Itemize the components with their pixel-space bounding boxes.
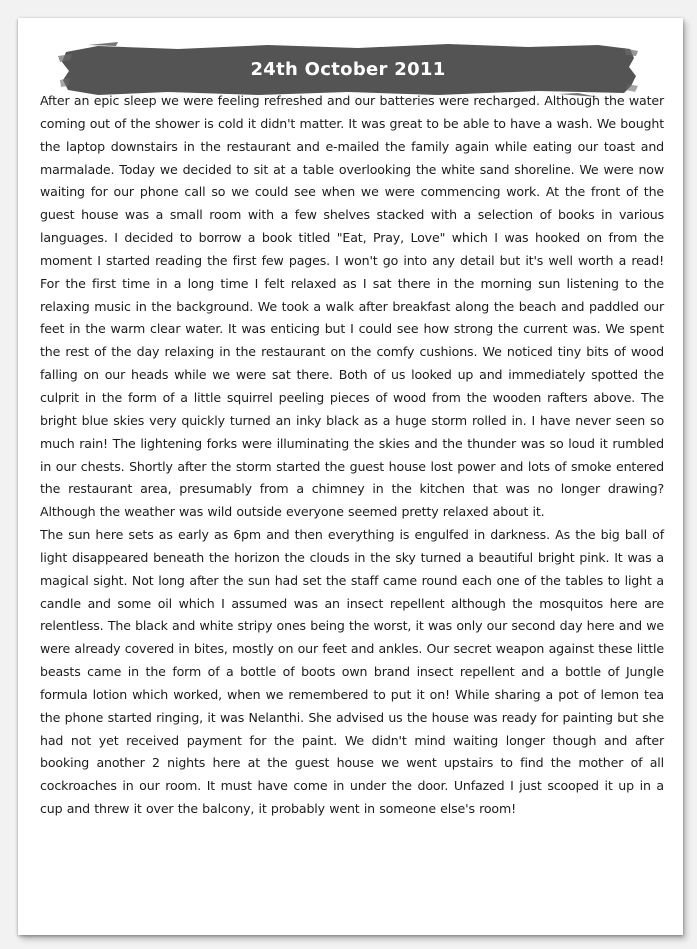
date-title: 24th October 2011 [250, 59, 446, 80]
journal-page [18, 18, 683, 935]
journal-paragraph: The sun here sets as early as 6pm and then everything is engulfed in darkness. As the big ball of light disappeared beneath the horizon the clouds in the sky turned a beautiful bright pink. It was a magical sight. Not long after the sun had set the staff came round each one of the tables to light a candle and some oil which I assumed was an insect repellent although the mosquitos here are relentless. The black and white stripy ones being the worst, it was only our second day here and we were already covered in bites, mostly on our feet and ankles. Our secret weapon against these little beasts came in the form of a bottle of boots own brand insect repellent and a bottle of Jungle formula lotion which worked, when we remembered to put it on! While sharing a pot of lemon tea the phone started ringing, it was Nelanthi. She advised us the house was ready for painting but she had not yet received payment for the paint. We didn't mind waiting longer though and after booking another 2 nights here at the guest house we went upstairs to find the mother of all cockroaches in our room. It must have come in under the door. Unfazed I just scooped it up in a cup and threw it over the balcony, it probably went in someone else's room! [40, 527, 664, 817]
journal-paragraph: After an epic sleep we were feeling refreshed and our batteries were recharged. Although the water coming out of the shower is cold it didn't matter. It was great to be able to have a wash. We bought the laptop downstairs in the restaurant and e-mailed the family again while eating our toast and marmalade. Today we decided to sit at a table overlooking the white sand shoreline. We were now waiting for our phone call so we could see when we were commencing work. At the front of the guest house was a small room with a few shelves stacked with a selection of books in various languages. I decided to borrow a book titled "Eat, Pray, Love" which I was hooked on from the moment I started reading the first few pages. I won't go into any detail but it's well worth a read! For the first time in a long time I felt relaxed as I sat there in the morning sun listening to the relaxing music in the background. We took a walk after breakfast along the beach and paddled our feet in the warm clear water. It was enticing but I could see how strong the current was. We spent the rest of the day relaxing in the restaurant on the comfy cushions. We noticed tiny bits of wood falling on our heads while we were sat there. Both of us looked up and immediately spotted the culprit in the form of a little squirrel peeling pieces of wood from the wooden rafters above. The bright blue skies very quickly turned an inky black as a huge storm rolled in. I have never seen so much rain! The lightening forks were illuminating the skies and the thunder was so loud it rumbled in our chests. Shortly after the storm started the guest house lost power and lots of smoke entered the restaurant area, presumably from a chimney in the kitchen that was no longer drawing? Although the weather was wild outside everyone seemed pretty relaxed about it. [40, 93, 664, 520]
journal-body [40, 90, 664, 821]
